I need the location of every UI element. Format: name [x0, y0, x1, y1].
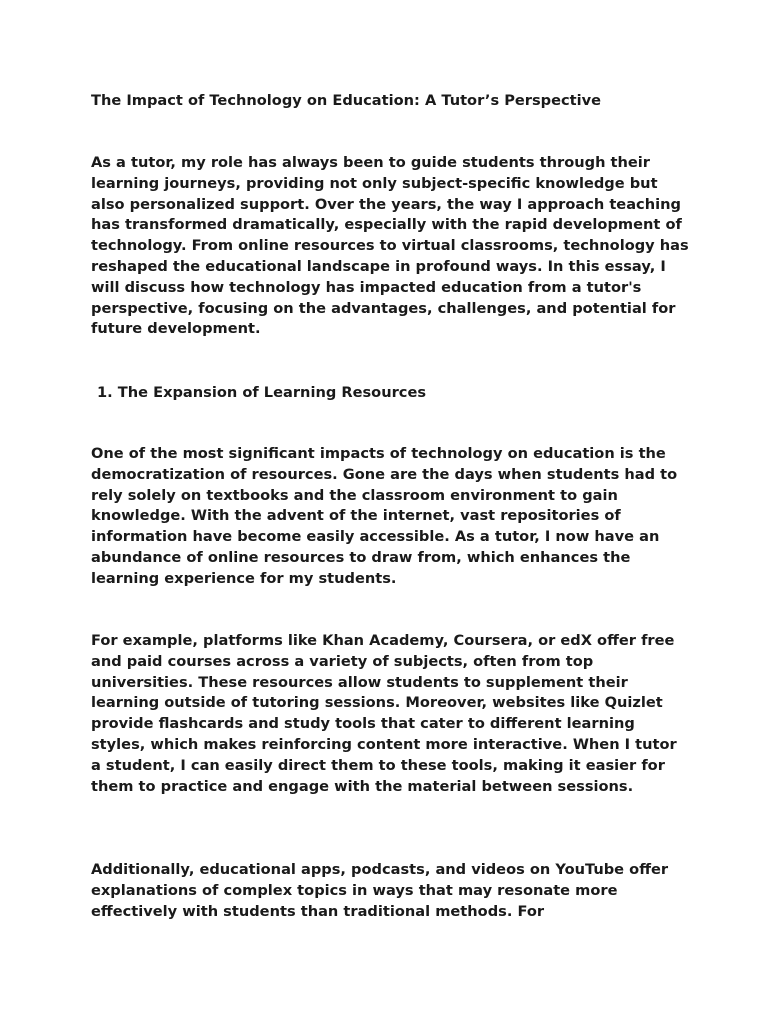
- body-paragraph-resources: One of the most significant impacts of technology on education is the democratization of resources. Gone are the days when students had to rely solely on textbooks and the classroom environment to gain knowledge. With the advent of the internet, vast repositories of information have become easily accessible. As a tutor, I now have an abundance of online resources to draw from, which enhances the learning experience for my students.: [91, 445, 678, 587]
- body-paragraph-examples: For example, platforms like Khan Academy, Coursera, or edX offer free and paid courses across a variety of subjects, often from top universities. These resources allow students to supplement their learning outside of tutoring sessions. Moreover, websites like Quizlet provide flashcards and study tools that cater to different learning styles, which makes reinforcing content more interactive. When I tutor a student, I can easily direct them to these tools, making it easier for them to practice and engage with the material between sessions.: [91, 632, 677, 795]
- body-paragraph-additional: Additionally, educational apps, podcasts, and videos on YouTube offer explanations of complex topics in ways that may resonate more effectively with students than traditional methods. For: [91, 861, 669, 920]
- document-title: The Impact of Technology on Education: A Tutor’s Perspective: [91, 92, 602, 109]
- intro-paragraph: As a tutor, my role has always been to guide students through their learning journeys, providing not only subject-specific knowledge but also personalized support. Over the years, the way I approach teaching has transformed dramatically, especially with the rapid development of technology. From online resources to virtual classrooms, technology has reshaped the educational landscape in profound ways. In this essay, I will discuss how technology has impacted education from a tutor's perspective, focusing on the advantages, challenges, and potential for future development.: [91, 154, 689, 338]
- section-heading: 1. The Expansion of Learning Resources: [97, 384, 427, 401]
